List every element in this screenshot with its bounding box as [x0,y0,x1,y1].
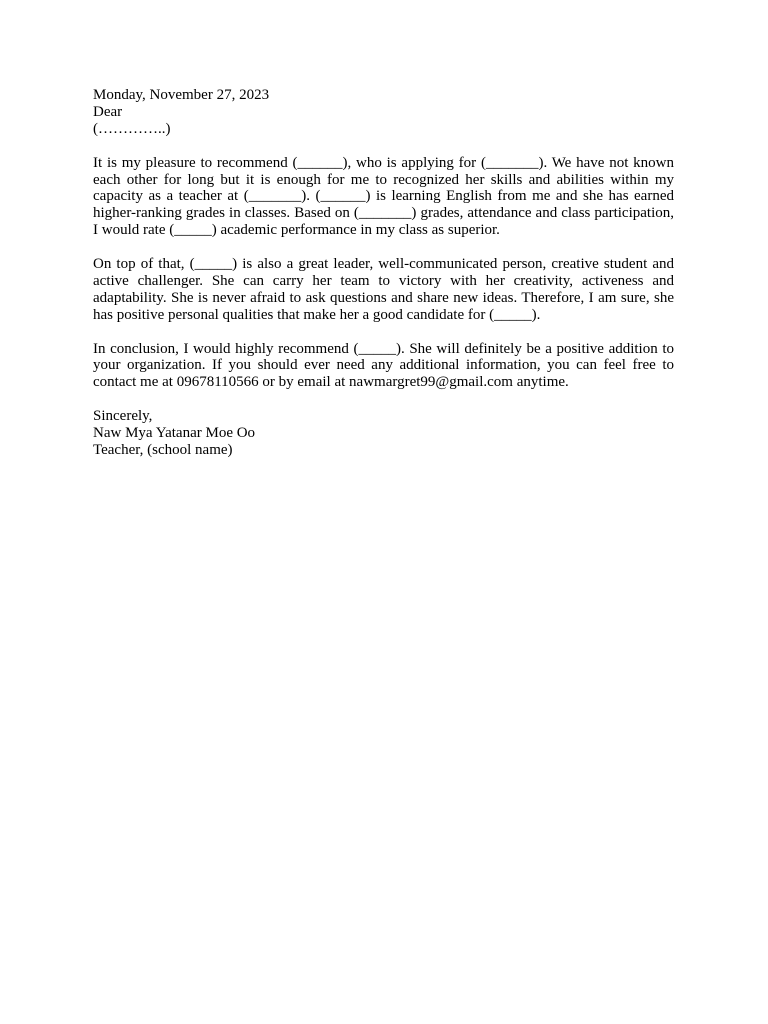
paragraph-spacer [93,239,674,256]
letter-page [93,87,674,459]
body-paragraph-1: It is my pleasure to recommend (______), who is applying for (_______). We have not known each other for long but it is enough for me to recognized her skills and abilities within my capacity as a teacher at (_______). (______) is learning English from me and she has earned higher-ranking grades in classes. Based on (_______) grades, attendance and class participation, I would rate (_____) academic performance in my class as superior. [93,154,674,239]
recipient-placeholder: (…………..) [93,120,171,137]
paragraph-spacer [93,391,674,408]
paragraph-spacer [93,324,674,341]
letter-salutation: Dear [93,103,123,120]
letter-closing: Sincerely, [93,408,153,425]
letter-date: Monday, November 27, 2023 [93,87,270,103]
paragraph-spacer [93,138,674,155]
body-paragraph-3: In conclusion, I would highly recommend (_____). She will definitely be a positive addition to your organization. If you should ever need any additional information, you can feel free to contact me at 09678110566 or by email at nawmargret99@gmail.com anytime. [93,340,674,391]
signer-name: Naw Mya Yatanar Moe Oo [93,425,256,442]
body-paragraph-2: On top of that, (_____) is also a great leader, well-communicated person, creative student and active challenger. She can carry her team to victory with her creativity, activeness and adaptability. She is never afraid to ask questions and share new ideas. Therefore, I am sure, she has positive personal qualities that make her a good candidate for (_____). [93,256,674,323]
signer-title: Teacher, (school name) [93,441,233,458]
